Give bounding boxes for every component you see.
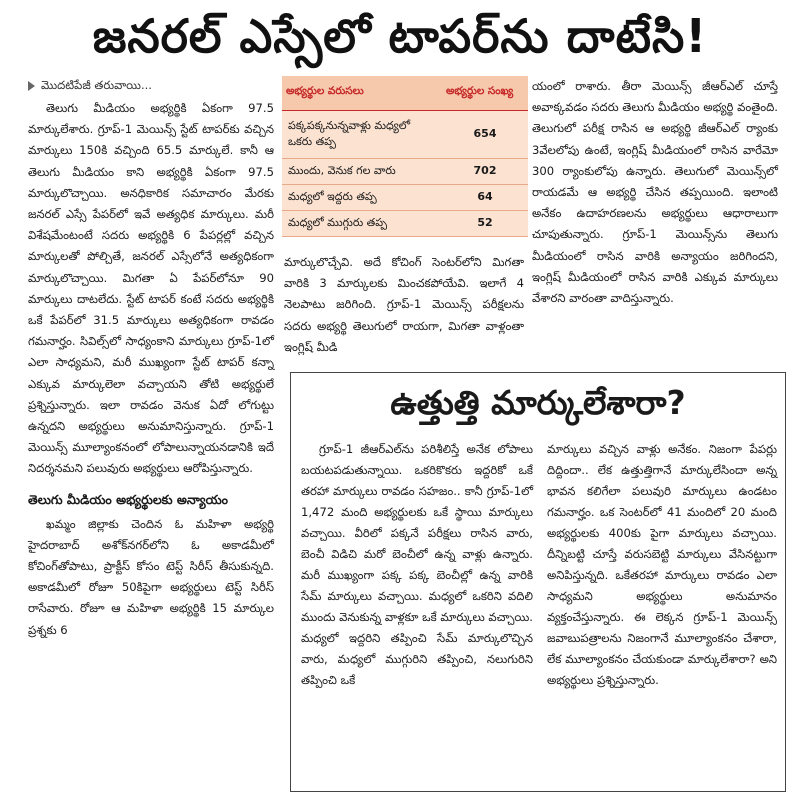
article-paragraph: మార్కులు వచ్చిన వాళ్లు అనేకం. నిజంగా పేపర్లు దిద్దిందా.. లేక ఉత్తుత్తిగానే మార్కులేసిందా అన్న భావన కలిగేలా పలువురి మార్కులు ఉండటం గమనార్హం. ఒక సెంటర్‌లో 41 మందిలో 20 మంది అభ్యర్థులకు 400కు పైగా మార్కులు వచ్చాయి. దీన్నిబట్టి చూస్తే వరుసబెట్టి మార్కులు వేసినట్టుగా అనిపిస్తున్నది. ఒకేతరహా మార్కులు రావడం ఎలా సాధ్యమని అభ్యర్థులు అనుమానం వ్యక్తంచేస్తున్నారు. ఈ లెక్కన గ్రూప్‌-1 మెయిన్స్‌ జవాబుపత్రాలను నిజంగానే మూల్యాంకనం చేశారా, లేక మూల్యాంకనం చేయకుండా మార్కులేశారా? అని అభ్యర్థులు ప్రశ్నిస్తున్నారు. [547, 442, 777, 687]
table-header-row [282, 76, 528, 110]
candidate-table [282, 76, 528, 237]
headline: జనరల్ ఎస్సేలో టాపర్‌ను దాటేసి! [92, 9, 708, 63]
right-column [532, 76, 778, 309]
row-label: ముందు, వెనుక గల వారు [282, 158, 442, 184]
article-paragraph: యంలో రాశారు. తీరా మెయిన్స్‌ జీఆర్‌ఎల్‌ చూస్తే అవాక్కవడం సదరు తెలుగు మీడియం అభ్యర్థి వంతైంది. తెలుగులో పరీక్ష రాసిన ఆ అభ్యర్థి జీఆర్‌ఎల్‌ ర్యాంకు 3వేలలోపు ఉంటే, ఇంగ్లిష్‌ మీడియంలో రాసిన వారేమో 300 ర్యాంకులోపు ఉన్నారు. తెలుగులో మెయిన్స్‌లో రాయడమే ఆ అభ్యర్థి చేసిన తప్పయింది. ఇలాంటి అనేకం ఉదాహరణలను అభ్యర్థులు ఆధారాలుగా చూపుతున్నారు. గ్రూప్‌-1 మెయిన్స్‌ను తెలుగు మీడియంలో రాసిన వారికి అన్యాయం జరిగిందని, ఇంగ్లిష్‌ మీడియంలో రాసిన వారికి ఎక్కువ మార్కులు వేశారని వారంతా వాదిస్తున్నారు. [532, 79, 778, 306]
row-label: పక్కపక్కనున్నవాళ్లు మధ్యలో ఒకరు తప్ప [282, 110, 442, 158]
continuation-kicker [28, 76, 274, 94]
article-paragraph: ఖమ్మం జిల్లాకు చెందిన ఓ మహిళా అభ్యర్థి హైదరాబాద్‌ అశోక్‌నగర్‌లోని ఓ అకాడమీలో కోచింగ్‌తోపాటు, ప్రాక్టీస్‌ కోసం టెస్ట్‌ సిరీస్‌ తీసుకున్నది. అకాడమీలో రోజూ 50కిపైగా అభ్యర్థులు టెస్ట్‌ సిరీస్‌ రాసేవారు. రోజూ ఆ మహిళా అభ్యర్థికి 15 మార్కుల ప్రశ్నకు 6 [28, 516, 274, 637]
row-value: 52 [442, 210, 528, 236]
arrow-icon [28, 81, 35, 91]
middle-column [284, 252, 524, 358]
boxed-story-title: ఉత్తుత్తి మార్కులేశారా? [390, 383, 686, 422]
boxed-story-column [547, 439, 777, 691]
row-value: 702 [442, 158, 528, 184]
section-subheading: తెలుగు మీడియం అభ్యర్థులకు అన్యాయం [28, 491, 229, 507]
row-value: 654 [442, 110, 528, 158]
table-row [282, 184, 528, 210]
row-value: 64 [442, 184, 528, 210]
table-row [282, 110, 528, 158]
left-column [28, 76, 274, 641]
table-row [282, 210, 528, 236]
article-paragraph: మార్కులొచ్చేవి. అదే కోచింగ్‌ సెంటర్‌లోని మిగతా వారికి 3 మార్కులకు మించకపోయేవి. ఇలాగే 4 నెలపాటు జరిగింది. గ్రూప్‌-1 మెయిన్స్‌ పరీక్షలను సదరు అభ్యర్థి తెలుగులో రాయగా, మిగతా వాళ్లంతా ఇంగ్లిష్‌ మీడి [284, 255, 524, 354]
kicker-text: మొదటిపేజీ తరువాయి... [41, 78, 152, 92]
boxed-story [290, 372, 786, 792]
article-paragraph: తెలుగు మీడియం అభ్యర్థికి ఏకంగా 97.5 మార్కులేశారు. గ్రూప్‌-1 మెయిన్స్‌ స్టేట్‌ టాపర్‌కు వచ్చిన మార్కులు 150కి వచ్చింది 65.5 మార్కులే. కానీ ఆ తెలుగు మీడియం కాని అభ్యర్థికి ఏకంగా 97.5 మార్కులొచ్చాయి. అనధికారిక సమాచారం మేరకు జనరల్‌ ఎస్సే పేపర్‌లో ఇవే అత్యధిక మార్కులు. మరీ విశేషమేంటంటే సదరు అభ్యర్థికి 6 పేపర్లల్లో వచ్చిన మార్కులతో పోల్చితే, జనరల్‌ ఎస్సేలోనే అత్యధికంగా మార్కులొచ్చాయి. మిగతా ఏ పేపర్‌లోనూ 90 మార్కులు దాటలేదు. స్టేట్‌ టాపర్‌ కంటే సదరు అభ్యర్థికి ఒకే పేపర్‌లో 31.5 మార్కులు అత్యధికంగా రావడం గమనార్హం. సివిల్స్‌లో సాధ్యంకాని మార్కులు గ్రూప్‌-1లో ఎలా సాధ్యమని, మరీ ముఖ్యంగా స్టేట్‌ టాపర్‌ కన్నా ఎక్కువ మార్కులెలా వచ్చాయని తోటి అభ్యర్థులే ప్రశ్నిస్తున్నారు. ఇలా రావడం వెనుక ఏదో లోగుట్టు ఉన్నదని అభ్యర్థులు అనుమానిస్తున్నారు. గ్రూప్‌-1 మెయిన్స్‌ మూల్యాంకనంలో లోపాలున్నాయనడానికి ఇదే నిదర్శనమని పలువురు అభ్యర్థులు ఆరోపిస్తున్నారు. [28, 101, 274, 476]
article-paragraph: గ్రూప్‌-1 జీఆర్‌ఎల్‌ను పరిశీలిస్తే అనేక లోపాలు బయటపడుతున్నాయి. ఒకరికొకరు ఇద్దరికో ఒకే తరహా మార్కులు రావడం సహజం.. కానీ గ్రూప్‌-1లో 1,472 మంది అభ్యర్థులకు ఒకే స్థాయి మార్కులు వచ్చాయి. వీరిలో పక్కనే పరీక్షలు రాసిన వారు, బెంచీ విడిచి మరో బెంచీలో ఉన్న వాళ్లు ఉన్నారు. మరీ ముఖ్యంగా పక్క పక్క బెంచీల్లో ఉన్న వారికి సేమ్‌ మార్కులు వచ్చాయి. మధ్యలో ఒకరిని వదిలి ముందు వెనుకున్న వాళ్లకూ ఒకే మార్కులు వచ్చాయి. మధ్యలో ఇద్దరిని తప్పించి సేమ్‌ మార్కులొచ్చిన వారు, మధ్యలో ముగ్గురిని తప్పించి, నలుగురిని తప్పించి ఒకే [301, 442, 533, 687]
table-row [282, 158, 528, 184]
boxed-story-column [301, 439, 533, 691]
row-label: మధ్యలో ముగ్గురు తప్ప [282, 210, 442, 236]
table-header: అభ్యర్థుల సంఖ్య [442, 76, 528, 110]
row-label: మధ్యలో ఇద్దరు తప్ప [282, 184, 442, 210]
table-header: అభ్యర్థుల వరుసలు [282, 76, 442, 110]
